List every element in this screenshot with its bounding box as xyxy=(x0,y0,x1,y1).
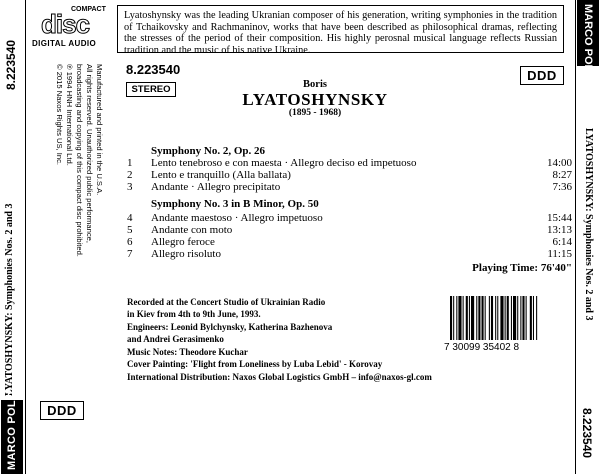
track-duration: 13:13 xyxy=(546,224,572,236)
barcode-bar xyxy=(466,296,468,340)
right-spine-brand: MARCO POLO xyxy=(582,4,594,80)
credit-line: in Kiev from 4th to 9th June, 1993. xyxy=(127,309,261,320)
track-duration: 11:15 xyxy=(547,248,572,260)
track-row xyxy=(127,157,572,169)
ddd-badge-bottom: DDD xyxy=(40,401,84,420)
barcode-bar xyxy=(450,296,452,340)
track-title: Allegro feroce xyxy=(151,236,215,248)
barcode-bar xyxy=(463,296,464,340)
track-title: Lento e tranquillo (Alla ballata) xyxy=(151,169,291,181)
track-row xyxy=(127,212,572,224)
track-row xyxy=(127,236,572,248)
barcode-bar xyxy=(458,296,461,340)
manufacturing-line: broadcasting and copying of this compact disc prohibited. xyxy=(75,64,84,257)
left-spine-title: LYATOSHYNSKY: Symphonies Nos. 2 and 3 xyxy=(4,203,15,396)
composer-first-name: Boris xyxy=(303,79,327,90)
manufacturing-line: © 2015 Naxos Rights US, Inc. xyxy=(55,64,64,165)
barcode-bar xyxy=(489,296,490,340)
compact-disc-logo xyxy=(31,6,111,50)
distribution-info: International Distribution: Naxos Global Logistics GmbH – info@naxos-gl.com xyxy=(127,372,432,382)
barcode-bar xyxy=(476,296,477,340)
track-number: 3 xyxy=(127,181,133,193)
barcode-bar xyxy=(491,296,493,340)
left-spine-brand: MARCO POLO xyxy=(6,391,18,470)
barcode-bar xyxy=(511,296,512,340)
composer-heading xyxy=(230,79,400,119)
disc-logo-digital-audio: DIGITAL AUDIO xyxy=(32,39,97,48)
credit-line: Music Notes: Theodore Kuchar xyxy=(127,346,248,357)
barcode-bar xyxy=(456,296,457,340)
right-spine xyxy=(576,0,600,474)
barcode-bar xyxy=(526,296,527,340)
track-duration: 15:44 xyxy=(546,212,572,224)
track-title: Lento tenebroso e con maesta · Allegro deciso ed impetuoso xyxy=(151,157,417,169)
barcode-bar xyxy=(471,296,474,340)
barcode-bar xyxy=(505,296,506,340)
track-title: Allegro risoluto xyxy=(151,248,221,260)
barcode-bar xyxy=(522,296,524,340)
barcode xyxy=(444,296,574,342)
playing-time: Playing Time: 76'40" xyxy=(472,262,572,274)
catalog-number: 8.223540 xyxy=(126,62,181,77)
barcode-bar xyxy=(520,296,521,340)
symphony-2-title: Symphony No. 2, Op. 26 xyxy=(151,145,266,157)
recording-credits xyxy=(127,296,382,370)
composer-bio: Lyatoshynsky was the leading Ukranian composer of his generation, writing symphonies in the tradition of Tchaikovsky and Rachmaninov, works that have been described as philosophical dramas, reflecting the stresses of the period of their composition. His highly perosnal musical language reflects Russian tradition and the music of his native Ukraine. xyxy=(117,5,564,53)
barcode-bar xyxy=(513,296,516,340)
left-spine-catalog-number: 8.223540 xyxy=(4,39,18,90)
track-number: 1 xyxy=(127,157,133,169)
barcode-bar xyxy=(453,296,454,340)
right-spine-catalog-number: 8.223540 xyxy=(580,408,594,459)
manufacturing-line: ℗ 1994 HNH International Ltd. xyxy=(65,64,74,166)
disc-logo-disc: disc xyxy=(41,9,90,39)
left-spine xyxy=(0,0,24,474)
barcode-bar xyxy=(497,296,498,340)
manufacturing-line: All rights reserved. Unauthorized public performance, xyxy=(85,64,94,243)
barcode-bar xyxy=(469,296,470,340)
track-row xyxy=(127,181,572,193)
barcode-bar xyxy=(500,296,503,340)
manufacturing-line: Manufactured and printed in the U.S.A. xyxy=(95,64,104,196)
right-spine-title: LYATOSHYNSKY: Symphonies Nos. 2 and 3 xyxy=(583,128,594,321)
track-title: Andante maestoso · Allegro impetuoso xyxy=(151,212,323,224)
disc-logo-compact: COMPACT xyxy=(71,6,106,13)
barcode-digits: 7 30099 35402 8 xyxy=(444,342,520,353)
barcode-bar xyxy=(530,296,532,340)
composer-dates: (1895 - 1968) xyxy=(288,108,342,118)
credit-line: and Andrei Gerasimenko xyxy=(127,334,224,345)
credit-line: Recorded at the Concert Studio of Ukrainian Radio xyxy=(127,297,326,307)
track-title: Andante · Allegro precipitato xyxy=(151,181,281,193)
barcode-bar xyxy=(478,296,480,340)
track-duration: 8:27 xyxy=(552,169,572,181)
symphony-3-title: Symphony No. 3 in B Minor, Op. 50 xyxy=(151,198,319,210)
composer-last-name: LYATOSHYNSKY xyxy=(242,90,388,109)
barcode-bar xyxy=(517,296,518,340)
ddd-badge-top: DDD xyxy=(520,66,564,85)
track-row xyxy=(127,248,572,260)
left-spine-divider xyxy=(25,0,26,474)
barcode-bar xyxy=(482,296,484,340)
track-number: 7 xyxy=(127,248,133,260)
barcode-bar xyxy=(536,296,537,340)
credit-line: Engineers: Leonid Bylchynsky, Katherina Bazhenova xyxy=(127,321,333,332)
track-number: 6 xyxy=(127,236,133,248)
track-title: Andante con moto xyxy=(151,224,233,236)
track-duration: 6:14 xyxy=(552,236,572,248)
track-duration: 7:36 xyxy=(552,181,572,193)
track-duration: 14:00 xyxy=(546,157,572,169)
track-row xyxy=(127,169,572,181)
track-row xyxy=(127,224,572,236)
barcode-bar xyxy=(485,296,486,340)
track-number: 4 xyxy=(127,212,133,224)
manufacturing-notice xyxy=(56,60,104,380)
barcode-bar xyxy=(495,296,496,340)
track-number: 2 xyxy=(127,169,133,181)
stereo-badge: STEREO xyxy=(126,82,176,97)
barcode-bar xyxy=(533,296,534,340)
track-number: 5 xyxy=(127,224,133,236)
credit-line: Cover Painting: 'Flight from Loneliness by Luba Lebid' - Korovay xyxy=(127,359,383,370)
barcode-bar xyxy=(507,296,509,340)
